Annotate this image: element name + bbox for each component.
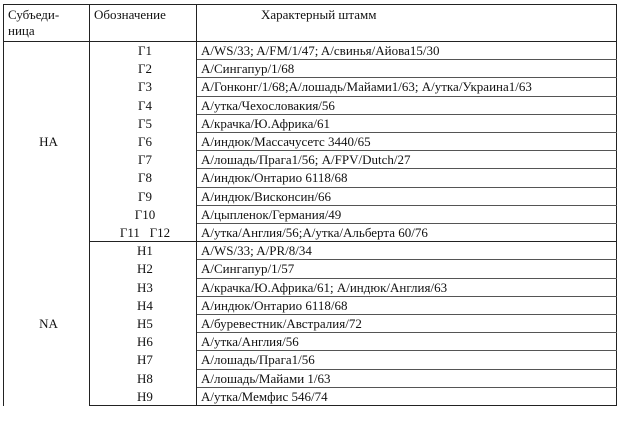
strain-cell: А/Гонконг/1/68;А/лошадь/Майами1/63; А/утка/Украина1/63 (197, 78, 617, 96)
designation-cell: Г10 (90, 205, 197, 223)
designation-cell: H6 (90, 333, 197, 351)
table-row (4, 260, 617, 278)
strain-cell: А/утка/Англия/56;А/утка/Альберта 60/76 (197, 224, 617, 242)
table-row (4, 351, 617, 369)
strain-cell: А/буревестник/Австралия/72 (197, 315, 617, 333)
strain-cell: А/крачка/Ю.Африка/61 (197, 114, 617, 132)
designation-cell: Г9 (90, 187, 197, 205)
table-header (4, 5, 617, 42)
strain-cell: А/Сингапур/1/68 (197, 60, 617, 78)
strain-cell: A/WS/33; A/PR/8/34 (197, 242, 617, 260)
strain-cell: А/утка/Мемфис 546/74 (197, 387, 617, 405)
designation-cell: H4 (90, 296, 197, 314)
designation-cell: H5 (90, 315, 197, 333)
table-row (4, 296, 617, 314)
table-row (4, 315, 617, 333)
table-row (4, 369, 617, 387)
designation-cell: Г3 (90, 78, 197, 96)
table-row (4, 387, 617, 405)
header-subunit-line2: ница (8, 23, 35, 38)
strain-cell: А/индюк/Висконсин/66 (197, 187, 617, 205)
designation-cell: Г4 (90, 96, 197, 114)
strain-cell: А/лошадь/Прага1/56 (197, 351, 617, 369)
table-row (4, 242, 617, 260)
header-subunit (4, 5, 90, 42)
strain-cell: А/крачка/Ю.Африка/61; А/индюк/Англия/63 (197, 278, 617, 296)
strain-cell: А/Сингапур/1/57 (197, 260, 617, 278)
table-row (4, 133, 617, 151)
table-row (4, 42, 617, 60)
table-row (4, 187, 617, 205)
table-row (4, 151, 617, 169)
strain-cell: А/индюк/Онтарио 6118/68 (197, 296, 617, 314)
strain-cell: А/утка/Чехословакия/56 (197, 96, 617, 114)
designation-cell: Г5 (90, 114, 197, 132)
strain-cell: A/WS/33; A/FM/1/47; A/свинья/Айова15/30 (197, 42, 617, 60)
subunit-cell: HA (4, 42, 90, 242)
header-strain-label: Характерный штамм (261, 7, 377, 22)
designation-cell: Г2 (90, 60, 197, 78)
table-row (4, 333, 617, 351)
designation-cell: Г1 (90, 42, 197, 60)
designation-cell: H9 (90, 387, 197, 405)
subunit-cell: NA (4, 242, 90, 406)
header-subunit-line1: Субъеди- (8, 7, 60, 22)
strain-cell: А/лошадь/Майами 1/63 (197, 369, 617, 387)
header-strain (197, 5, 617, 42)
table-row (4, 224, 617, 242)
designation-cell: Г7 (90, 151, 197, 169)
designation-cell: H7 (90, 351, 197, 369)
designation-cell: Г6 (90, 133, 197, 151)
table-row (4, 60, 617, 78)
table-row (4, 205, 617, 223)
table-row (4, 169, 617, 187)
strain-cell: А/лошадь/Прага1/56; A/FPV/Dutch/27 (197, 151, 617, 169)
table-row (4, 78, 617, 96)
table-body (4, 42, 617, 406)
header-row (4, 5, 617, 42)
table-row (4, 96, 617, 114)
designation-cell: Г8 (90, 169, 197, 187)
designation-cell: Г11 Г12 (90, 224, 197, 242)
strain-cell: А/индюк/Массачусетс 3440/65 (197, 133, 617, 151)
table-row (4, 278, 617, 296)
designation-cell: H3 (90, 278, 197, 296)
subunit-strain-table (3, 4, 617, 406)
strain-cell: А/утка/Англия/56 (197, 333, 617, 351)
strain-cell: А/индюк/Онтарио 6118/68 (197, 169, 617, 187)
designation-cell: H8 (90, 369, 197, 387)
designation-cell: H1 (90, 242, 197, 260)
strain-cell: А/цыпленок/Германия/49 (197, 205, 617, 223)
header-designation: Обозначение (90, 5, 197, 42)
designation-cell: H2 (90, 260, 197, 278)
table-row (4, 114, 617, 132)
